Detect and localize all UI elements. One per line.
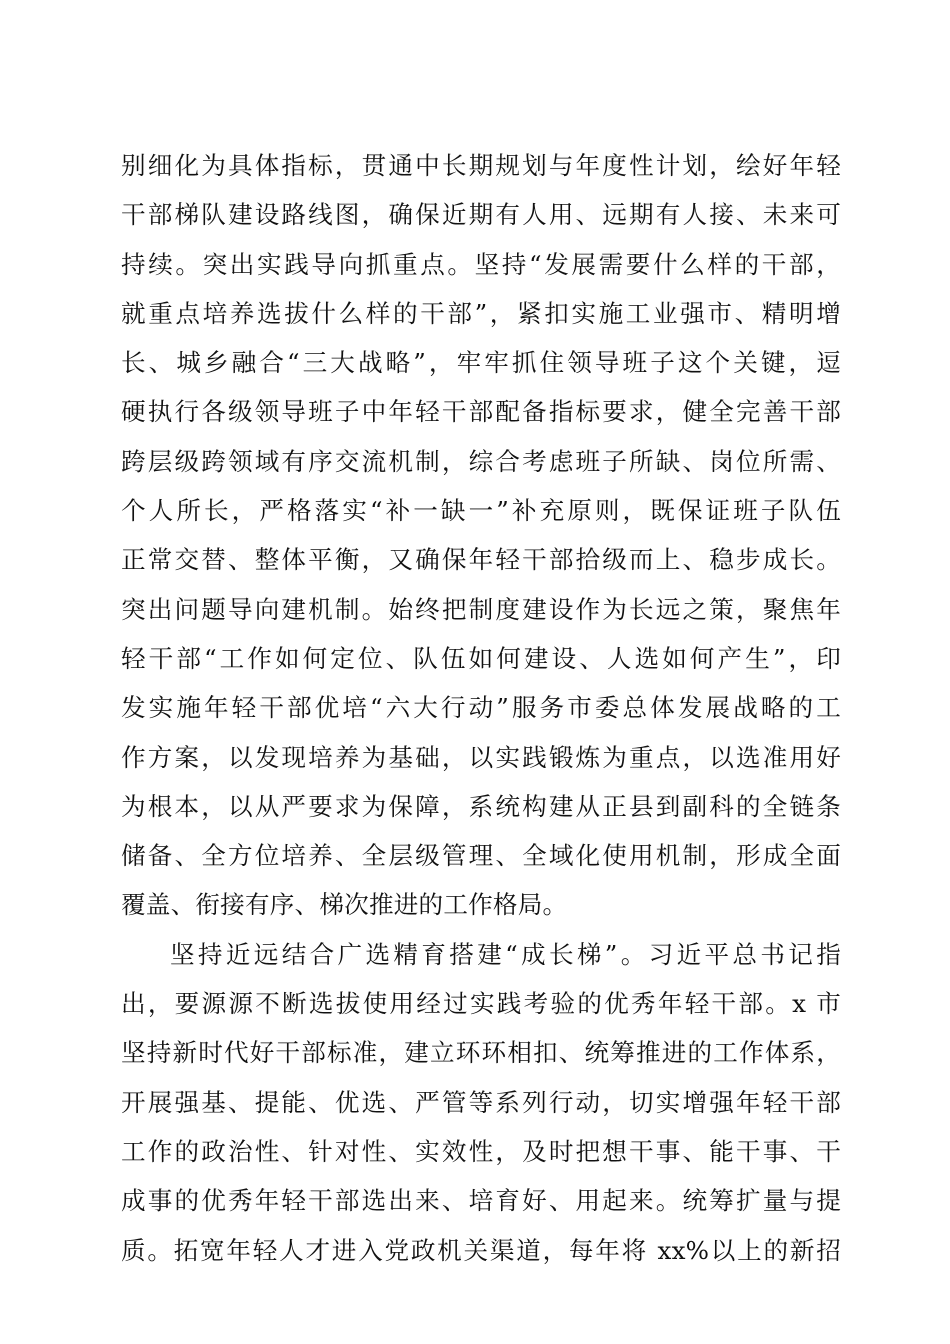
text-line: 干部梯队建设路线图，确保近期有人用、远期有人接、未来可 [121,200,841,230]
text-line: 个人所长，严格落实“补一缺一”补充原则，既保证班子队伍 [121,496,841,526]
body-text [121,141,841,1275]
text-line: 成事的优秀年轻干部选出来、培育好、用起来。统筹扩量与提 [121,1186,841,1216]
text-line: 工作的政治性、针对性、实效性，及时把想干事、能干事、干 [121,1136,841,1166]
text-line: 出，要源源不断选拔使用经过实践考验的优秀年轻干部。x 市 [121,989,841,1019]
text-line: 为根本，以从严要求为保障，系统构建从正县到副科的全链条 [121,791,841,821]
text-line: 覆盖、衔接有序、梯次推进的工作格局。 [121,890,568,920]
text-line: 持续。突出实践导向抓重点。坚持“发展需要什么样的干部， [121,249,841,279]
text-line: 硬执行各级领导班子中年轻干部配备指标要求，健全完善干部 [121,397,841,427]
text-line: 就重点培养选拔什么样的干部”，紧扣实施工业强市、精明增 [121,298,841,328]
text-line: 轻干部“工作如何定位、队伍如何建设、人选如何产生”，印 [121,643,841,673]
text-line: 作方案，以发现培养为基础，以实践锻炼为重点，以选准用好 [121,742,841,772]
text-line: 开展强基、提能、优选、严管等系列行动，切实增强年轻干部 [121,1087,841,1117]
text-line: 突出问题导向建机制。始终把制度建设作为长远之策，聚焦年 [121,594,841,624]
text-line: 长、城乡融合“三大战略”，牢牢抓住领导班子这个关键，逗 [121,348,841,378]
text-line: 储备、全方位培养、全层级管理、全域化使用机制，形成全面 [121,841,841,871]
text-line: 跨层级跨领域有序交流机制，综合考虑班子所缺、岗位所需、 [121,446,841,476]
text-line: 别细化为具体指标，贯通中长期规划与年度性计划，绘好年轻 [121,151,841,180]
text-line: 坚持新时代好干部标准，建立环环相扣、统筹推进的工作体系， [121,1038,841,1068]
text-line: 质。拓宽年轻人才进入党政机关渠道，每年将 xx%以上的新招 [121,1235,841,1265]
text-line: 正常交替、整体平衡，又确保年轻干部拾级而上、稳步成长。 [121,545,841,575]
paragraph-start-line: 坚持近远结合广选精育搭建“成长梯”。习近平总书记指 [170,939,841,969]
text-line: 发实施年轻干部优培“六大行动”服务市委总体发展战略的工 [121,693,841,723]
